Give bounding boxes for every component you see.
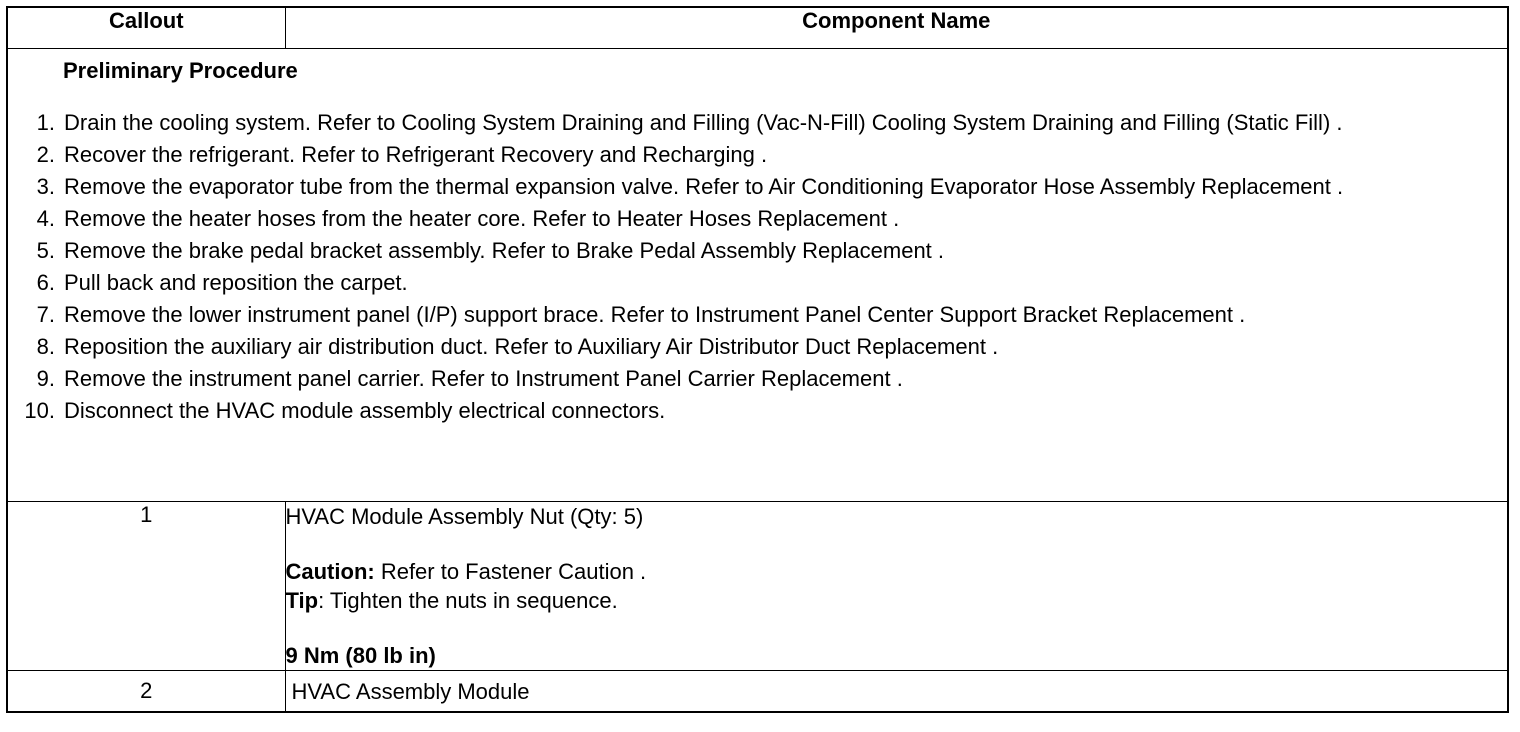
- step-number: 1.: [36, 110, 55, 135]
- callout-number: 2: [7, 671, 285, 713]
- callout-number: 1: [7, 502, 285, 671]
- caution-text: Refer to Fastener Caution .: [374, 559, 647, 584]
- table-row: [7, 502, 1508, 671]
- component-name: HVAC Assembly Module: [285, 671, 1508, 713]
- component-cell: [285, 502, 1508, 671]
- list-item: [8, 235, 1507, 267]
- procedure-table: [6, 6, 1509, 713]
- table-row: [7, 671, 1508, 713]
- header-row: [7, 7, 1508, 49]
- component-name-header: Component Name: [285, 7, 1508, 49]
- list-item: [8, 171, 1507, 203]
- step-number: 2.: [36, 142, 55, 167]
- list-item: [8, 331, 1507, 363]
- step-text: Remove the lower instrument panel (I/P) support brace. Refer to Instrument Panel Center Support Bracket Replacement .: [64, 302, 1246, 327]
- step-number: 10.: [24, 398, 55, 423]
- step-number: 6.: [36, 270, 55, 295]
- list-item: [8, 267, 1507, 299]
- step-text: Pull back and reposition the carpet.: [64, 270, 408, 295]
- preliminary-procedure-title: Preliminary Procedure: [63, 58, 298, 83]
- step-number: 7.: [36, 302, 55, 327]
- step-text: Remove the brake pedal bracket assembly. Refer to Brake Pedal Assembly Replacement .: [64, 238, 945, 263]
- list-item: [8, 203, 1507, 235]
- callout-header: Callout: [7, 7, 285, 49]
- preliminary-steps-list: [8, 107, 1507, 427]
- list-item: [8, 363, 1507, 395]
- tip-label: Tip: [285, 588, 319, 613]
- preliminary-row: [7, 49, 1508, 502]
- component-name: HVAC Module Assembly Nut (Qty: 5): [285, 504, 644, 529]
- caution-line: [286, 557, 1508, 586]
- step-number: 8.: [36, 334, 55, 359]
- step-number: 5.: [36, 238, 55, 263]
- step-number: 9.: [36, 366, 55, 391]
- step-text: Remove the instrument panel carrier. Refer to Instrument Panel Carrier Replacement .: [64, 366, 903, 391]
- step-text: Remove the evaporator tube from the thermal expansion valve. Refer to Air Conditioning Evaporator Hose Assembly Replacement .: [64, 174, 1344, 199]
- torque-spec: 9 Nm (80 lb in): [285, 643, 436, 668]
- step-text: Reposition the auxiliary air distribution duct. Refer to Auxiliary Air Distributor Duct Replacement .: [64, 334, 999, 359]
- step-number: 3.: [36, 174, 55, 199]
- step-text: Recover the refrigerant. Refer to Refrigerant Recovery and Recharging .: [64, 142, 768, 167]
- caution-label: Caution:: [285, 559, 375, 584]
- list-item: [8, 299, 1507, 331]
- tip-text: : Tighten the nuts in sequence.: [318, 588, 618, 613]
- list-item: [8, 395, 1507, 427]
- step-text: Disconnect the HVAC module assembly electrical connectors.: [64, 398, 666, 423]
- list-item: [8, 139, 1507, 171]
- preliminary-procedure-cell: [7, 49, 1508, 502]
- list-item: [8, 107, 1507, 139]
- step-text: Remove the heater hoses from the heater core. Refer to Heater Hoses Replacement .: [64, 206, 900, 231]
- step-number: 4.: [36, 206, 55, 231]
- step-text: Drain the cooling system. Refer to Cooling System Draining and Filling (Vac-N-Fill) Cooling System Draining and Filling (Static Fill) .: [64, 110, 1343, 135]
- tip-line: [286, 586, 1508, 615]
